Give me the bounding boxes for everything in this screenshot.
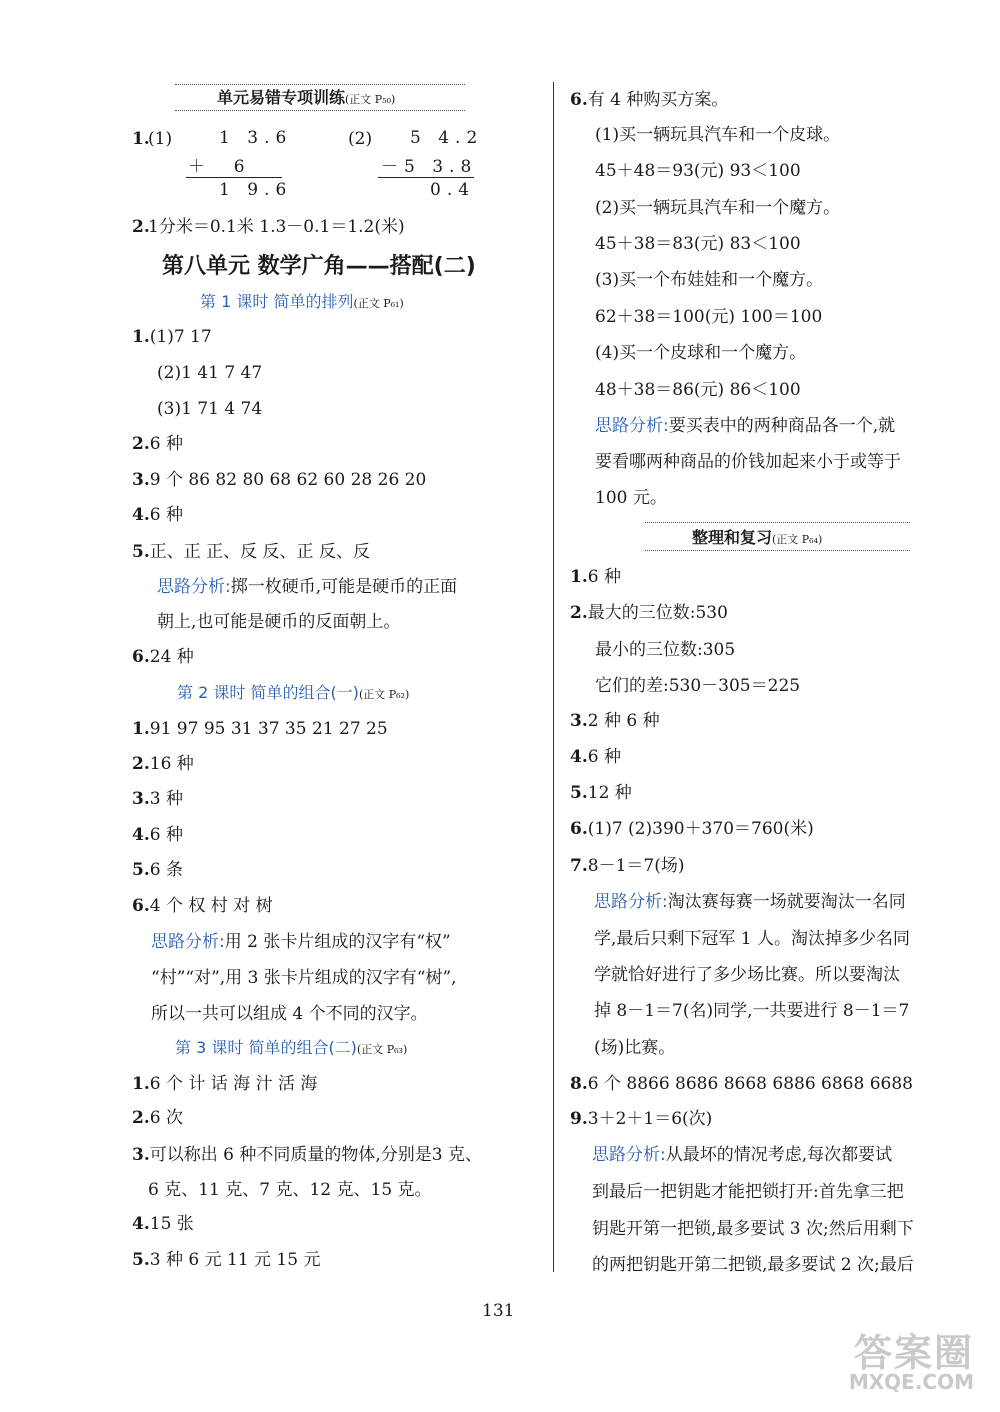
lesson3-header: 第 3 课时 简单的组合(二)(正文 P₆₃) <box>175 1038 408 1057</box>
list-item: 7.8－1＝7(场) <box>570 856 685 876</box>
section-ref: (正文 P₅₀) <box>345 93 396 106</box>
list-item: 5.正、正 正、反 反、正 反、反 <box>132 542 370 562</box>
page-number: 131 <box>482 1301 515 1321</box>
section-header-error-training <box>217 86 395 112</box>
unit-title: 第八单元 数学广角——搭配(二) <box>162 254 476 279</box>
header-rule-bottom <box>175 110 465 111</box>
list-item: 3.可以称出 6 种不同质量的物体,分别是3 克、 <box>132 1145 482 1165</box>
analysis-cont: (场)比赛。 <box>594 1038 676 1058</box>
subtraction-row-1: 5 4.2 <box>410 128 484 148</box>
addition-line <box>186 177 282 178</box>
q2-answer: 1分米＝0.1米 1.3－0.1＝1.2(米) <box>148 217 405 237</box>
list-item: 45＋48＝93(元) 93＜100 <box>595 161 801 181</box>
list-item: 8.6 个 8866 8686 8668 6886 6868 6688 <box>570 1074 913 1094</box>
list-item: 4.6 种 <box>132 505 183 525</box>
analysis-cont: 所以一共可以组成 4 个不同的汉字。 <box>151 1004 428 1024</box>
list-item: 2.16 种 <box>132 754 194 774</box>
list-item: 1.91 97 95 31 37 35 21 27 25 <box>132 719 388 739</box>
question-number: 1. <box>132 129 150 149</box>
subtraction-row-2: －5 3.8 <box>381 157 478 177</box>
list-item: (4)买一个皮球和一个魔方。 <box>595 343 807 363</box>
list-item: 6.(1)7 (2)390＋370＝760(米) <box>570 819 814 839</box>
analysis-cont: 到最后一把钥匙才能把锁打开:首先拿三把 <box>592 1182 904 1202</box>
list-item: 2.6 种 <box>132 434 183 454</box>
list-item: 3.9 个 86 82 80 68 62 60 28 26 20 <box>132 470 427 490</box>
list-item: 1.6 种 <box>570 567 621 587</box>
list-item: 4.6 种 <box>570 747 621 767</box>
column-divider <box>553 82 554 1272</box>
list-item: 6.4 个 权 村 对 树 <box>132 896 273 916</box>
analysis: 思路分析:淘汰赛每赛一场就要淘汰一名同 <box>594 892 906 912</box>
addition-row-1: 1 3.6 <box>219 128 293 148</box>
header-rule-top <box>175 84 465 85</box>
list-item: (3)1 71 4 74 <box>157 399 263 419</box>
lesson-ref: (正文 P₆₁) <box>353 297 404 310</box>
list-item: (2)1 41 7 47 <box>157 363 263 383</box>
list-item: 3.3 种 <box>132 789 183 809</box>
watermark-logo <box>832 1312 982 1402</box>
analysis-cont: “村”“对”,用 3 张卡片组成的汉字有“树”, <box>151 968 457 988</box>
analysis-cont: 朝上,也可能是硬币的反面朝上。 <box>157 612 401 632</box>
analysis-cont: 钥匙开第一把锁,最多要试 3 次;然后用剩下 <box>592 1219 914 1239</box>
list-item: (3)买一个布娃娃和一个魔方。 <box>595 270 824 290</box>
lesson1-header <box>200 290 404 316</box>
list-item: (2)买一辆玩具汽车和一个魔方。 <box>595 198 841 218</box>
list-item: 45＋38＝83(元) 83＜100 <box>595 234 801 254</box>
list-item: 1.6 个 计 话 海 汁 活 海 <box>132 1074 318 1094</box>
analysis: 思路分析:从最坏的情况考虑,每次都要试 <box>592 1145 893 1165</box>
analysis-cont: 的两把钥匙开第二把锁,最多要试 2 次;最后 <box>592 1255 914 1275</box>
header-rule-bottom <box>645 550 910 551</box>
q1-part2-label: (2) <box>348 129 373 149</box>
analysis-cont: 学,最后只剩下冠军 1 人。淘汰掉多少名同 <box>594 929 911 949</box>
list-item: 48＋38＝86(元) 86＜100 <box>595 380 801 400</box>
list-item: 4.6 种 <box>132 825 183 845</box>
section-header-review: 整理和复习(正文 P₆₄) <box>692 528 823 547</box>
list-item: 9.3＋2＋1＝6(次) <box>570 1109 713 1129</box>
section-title: 单元易错专项训练 <box>217 88 346 107</box>
list-item: 2.6 次 <box>132 1108 183 1128</box>
list-item: 5.12 种 <box>570 783 632 803</box>
lesson-title: 第 1 课时 简单的排列 <box>200 292 354 311</box>
list-item: 5.3 种 6 元 11 元 15 元 <box>132 1250 321 1270</box>
analysis-cont: 100 元。 <box>595 488 667 508</box>
list-item: 62＋38＝100(元) 100＝100 <box>595 307 823 327</box>
list-item: 6 克、11 克、7 克、12 克、15 克。 <box>148 1180 432 1200</box>
analysis-cont: 要看哪两种商品的价钱加起来小于或等于 <box>595 452 901 472</box>
addition-result: 1 9.6 <box>219 180 293 200</box>
list-item: 5.6 条 <box>132 860 183 880</box>
analysis: 思路分析:用 2 张卡片组成的汉字有“权” <box>151 932 451 952</box>
list-item: (1)买一辆玩具汽车和一个皮球。 <box>595 125 841 145</box>
subtraction-line <box>378 177 474 178</box>
analysis-cont: 学就恰好进行了多少场比赛。所以要淘汰 <box>594 965 900 985</box>
subtraction-result: 0.4 <box>430 180 476 200</box>
list-item: 它们的差:530－305＝225 <box>595 676 801 696</box>
list-item: 6.有 4 种购买方案。 <box>570 90 729 110</box>
addition-row-2: ＋ 6 <box>188 157 251 177</box>
list-item: 6.24 种 <box>132 647 194 667</box>
question-number: 2. <box>132 217 150 237</box>
watermark-text: 答案圈 <box>853 1331 974 1375</box>
q1-part1-label: (1) <box>148 129 173 149</box>
lesson2-header: 第 2 课时 简单的组合(一)(正文 P₆₂) <box>177 683 410 702</box>
list-item: 最小的三位数:305 <box>595 640 736 660</box>
analysis: 思路分析:要买表中的两种商品各一个,就 <box>595 416 896 436</box>
list-item: 3.2 种 6 种 <box>570 711 660 731</box>
list-item: 2.最大的三位数:530 <box>570 603 728 623</box>
analysis-cont: 掉 8－1＝7(名)同学,一共要进行 8－1＝7 <box>594 1001 910 1021</box>
list-item: 1.(1)7 17 <box>132 327 212 347</box>
list-item: 4.15 张 <box>132 1214 194 1234</box>
analysis: 思路分析:掷一枚硬币,可能是硬币的正面 <box>157 577 458 597</box>
header-rule-top <box>645 522 910 523</box>
watermark-domain: MXQE.COM <box>848 1370 974 1394</box>
